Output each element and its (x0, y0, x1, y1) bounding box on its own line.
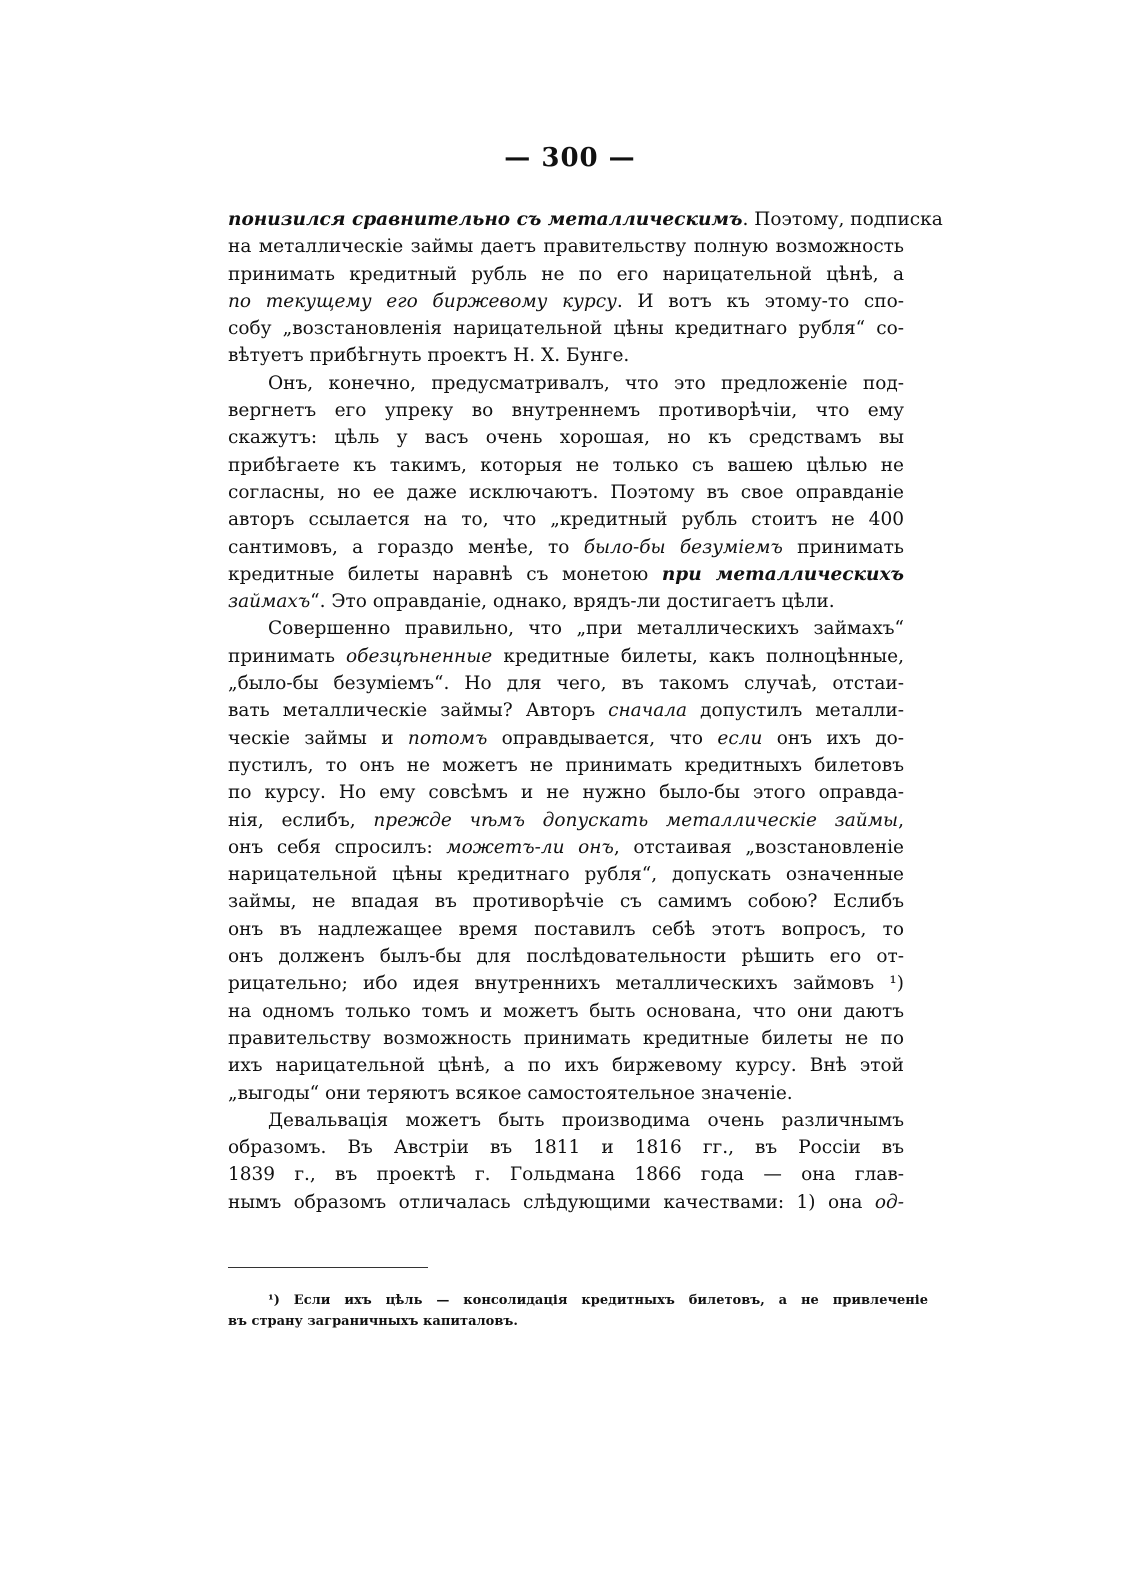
text-segment: принимать кредитный рубль не по его нарицательной цѣнѣ, а (228, 263, 904, 285)
footnotes (228, 1290, 928, 1332)
text-segment: онъ ихъ до- (762, 727, 904, 749)
text-line (228, 1107, 904, 1134)
text-segment: вать металлическіе займы? Авторъ (228, 700, 609, 722)
text-segment: 1839 г., въ проектѣ г. Гольдмана 1866 года — она глав- (228, 1164, 904, 1186)
text-segment: ихъ нарицательной цѣнѣ, а по ихъ биржевому курсу. Внѣ этой (228, 1055, 904, 1077)
text-line (228, 998, 904, 1025)
text-line (228, 861, 904, 888)
text-segment: онъ долженъ былъ-бы для послѣдовательности рѣшить его от- (228, 946, 904, 968)
text-line (228, 888, 904, 915)
text-segment: Совершенно правильно, что „при металлическихъ займахъ“ (268, 618, 904, 640)
text-line (228, 288, 904, 315)
text-segment: ческіе займы и (228, 727, 408, 749)
text-line (228, 725, 904, 752)
text-line (228, 233, 904, 260)
text-segment: вергнетъ его упреку во внутреннемъ противорѣчіи, что ему (228, 400, 904, 422)
text-line (228, 807, 904, 834)
text-segment: нарицательной цѣны кредитнаго рубля“, допускать означенные (228, 864, 904, 886)
footnote-line: въ страну заграничныхъ капиталовъ. (228, 1314, 518, 1329)
text-segment: , (898, 809, 905, 831)
text-line (228, 479, 904, 506)
text-line (228, 397, 904, 424)
text-segment: . И вотъ къ этому-то спо- (616, 290, 904, 312)
text-segment: нія, еслибъ, (228, 809, 374, 831)
text-segment: займы, не впадая въ противорѣчіе съ самимъ собою? Еслибъ (228, 891, 904, 913)
text-line (228, 970, 904, 997)
text-segment: правительству возможность принимать кредитные билеты не по (228, 1027, 904, 1049)
text-segment: образомъ. Въ Австріи въ 1811 и 1816 гг., въ Россіи въ (228, 1137, 904, 1159)
text-line (228, 834, 904, 861)
text-line (228, 506, 904, 533)
text-line (228, 752, 904, 779)
text-segment: собу „возстановленія нарицательной цѣны кредитнаго рубля“ со- (228, 318, 904, 340)
text-segment: по курсу. Но ему совсѣмъ и не нужно было-бы этого оправда- (228, 782, 904, 804)
text-segment: принимать (782, 536, 904, 558)
text-segment: нымъ образомъ отличалась слѣдующими качествами: 1) она (228, 1191, 875, 1213)
text-segment: если (717, 727, 763, 749)
text-segment: допустилъ металли- (687, 700, 904, 722)
text-segment: принимать (228, 645, 347, 667)
text-segment: онъ въ надлежащее время поставилъ себѣ этотъ вопросъ, то (228, 918, 904, 940)
text-line (228, 643, 904, 670)
text-line (228, 697, 904, 724)
text-segment: вѣтуетъ прибѣгнуть проектъ Н. Х. Бунге. (228, 345, 630, 367)
text-segment: сантимовъ, а гораздо менѣе, то (228, 536, 584, 558)
text-line (228, 424, 904, 451)
text-segment: Онъ, конечно, предусматривалъ, что это предложеніе под- (268, 372, 904, 394)
text-segment: рицательно; ибо идея внутреннихъ металлическихъ займовъ ¹) (228, 973, 904, 995)
text-line (228, 1025, 904, 1052)
text-segment: кредитные билеты, какъ полноцѣнные, (492, 645, 904, 667)
text-segment: можетъ-ли онъ (446, 836, 614, 858)
text-line (228, 779, 904, 806)
page-number: — 300 — (504, 143, 636, 173)
footnote-divider (228, 1267, 428, 1268)
text-segment: кредитные билеты наравнѣ съ монетою (228, 563, 662, 585)
text-segment: на одномъ только томъ и можетъ быть основана, что они даютъ (228, 1000, 904, 1022)
body-text (228, 206, 943, 1216)
text-segment: потомъ (407, 727, 488, 749)
text-segment: „выгоды“ они теряютъ всякое самостоятельное значеніе. (228, 1082, 793, 1104)
text-segment: „было-бы безуміемъ“. Но для чего, въ такомъ случаѣ, отстаи- (228, 673, 904, 695)
text-segment: обезцѣненные (346, 645, 493, 667)
text-segment: онъ себя спросилъ: (228, 836, 447, 858)
text-segment: было-бы безуміемъ (583, 536, 783, 558)
text-line (228, 206, 943, 233)
text-segment: скажутъ: цѣль у васъ очень хорошая, но къ средствамъ вы (228, 427, 904, 449)
text-segment: , отстаивая „возстановленіе (613, 836, 904, 858)
text-line (228, 534, 904, 561)
text-segment: займахъ (228, 591, 311, 613)
text-segment: авторъ ссылается на то, что „кредитный рубль стоитъ не 400 (228, 509, 904, 531)
text-segment: оправдывается, что (487, 727, 718, 749)
text-line (228, 261, 904, 288)
text-segment: од- (874, 1191, 904, 1213)
footnote-line: ¹) Если ихъ цѣль — консолидація кредитныхъ билетовъ, а не привлеченіе (268, 1293, 928, 1308)
text-line (228, 1161, 904, 1188)
text-line (228, 615, 904, 642)
text-segment: прежде чѣмъ допускать металлическіе займы (373, 809, 899, 831)
text-segment: понизился сравнительно съ металлическимъ (228, 209, 743, 230)
text-line (228, 916, 904, 943)
text-segment: Девальвація можетъ быть производима очень различнымъ (268, 1109, 904, 1131)
text-line (228, 452, 904, 479)
text-segment: прибѣгаете къ такимъ, которыя не только съ вашею цѣлью не (228, 454, 904, 476)
text-line (228, 943, 904, 970)
text-line (228, 561, 904, 588)
text-segment: на металлическіе займы даетъ правительству полную возможность (228, 236, 904, 258)
text-segment: сначала (608, 700, 688, 722)
text-segment: . Поэтому, подписка (742, 209, 943, 230)
text-line (228, 1080, 904, 1107)
text-line (228, 1134, 904, 1161)
text-line (228, 315, 904, 342)
text-line (228, 1189, 904, 1216)
text-line (228, 370, 904, 397)
text-segment: при металлическихъ (661, 563, 904, 585)
text-segment: пустилъ, то онъ не можетъ не принимать кредитныхъ билетовъ (228, 754, 904, 776)
text-segment: по текущему его биржевому курсу (228, 290, 617, 312)
text-line (228, 342, 904, 369)
text-line (228, 1052, 904, 1079)
text-line (228, 670, 904, 697)
text-segment: согласны, но ее даже исключаютъ. Поэтому въ свое оправданіе (228, 481, 904, 503)
text-segment: “. Это оправданіе, однако, врядъ-ли достигаетъ цѣли. (310, 591, 835, 613)
text-line (228, 588, 904, 615)
